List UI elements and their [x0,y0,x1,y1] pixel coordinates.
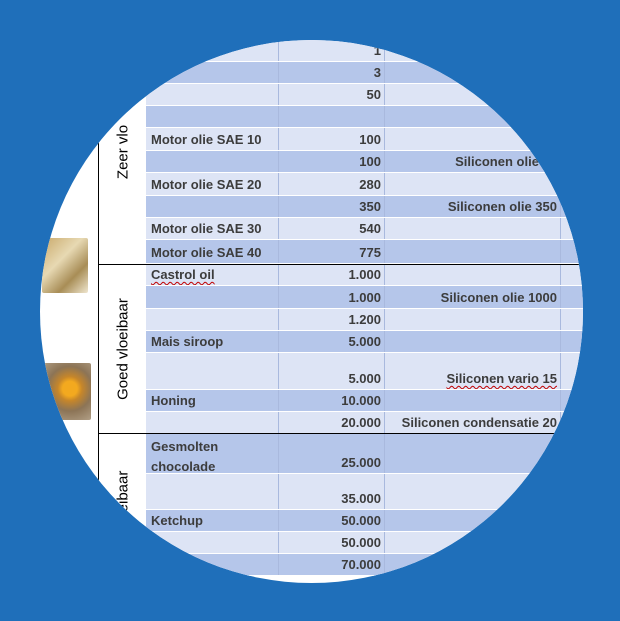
cell-material: Silicon [385,474,561,509]
group-separator [98,264,583,265]
cell-value: 3 [279,62,385,83]
cell-material: Siliconen olie 10 [385,151,561,172]
cell-extra [561,309,583,330]
group-separator [98,433,583,434]
cell-name [146,532,279,553]
cell-extra [561,286,583,308]
table-row [146,510,583,532]
cell-extra [561,412,583,433]
cell-extra [561,510,583,531]
cell-material [385,240,561,263]
cell-name [146,196,279,217]
cell-name: Motor olie SAE 40 [146,240,279,263]
table-row [146,240,583,264]
cell-material [385,40,561,61]
table-row [146,62,583,84]
cell-value: 1 [279,40,385,61]
table-row [146,40,583,62]
cell-extra [561,474,583,509]
cell-extra [561,84,583,105]
cell-extra [561,554,583,575]
cell-value: 280 [279,173,385,195]
spellcheck-material: Siliconen vario 15 [446,371,557,386]
table-row [146,532,583,554]
table-row [146,309,583,331]
cell-material [385,106,561,127]
cell-value: 100 [279,151,385,172]
cell-value: 1.000 [279,264,385,285]
oil-bottle-image [42,238,88,293]
cell-material [385,264,561,285]
cell-value: 35.000 [279,474,385,509]
cell-name [146,554,279,575]
cell-extra [561,106,583,127]
table-row [146,286,583,309]
cell-name: Gesmolten chocolade [146,434,279,473]
cell-extra [561,196,583,217]
cell-name [146,84,279,105]
cell-extra [561,264,583,285]
cell-value: 1.200 [279,309,385,330]
cell-extra [561,353,583,389]
cell-extra [561,434,583,473]
cell-value: 5.000 [279,331,385,352]
table-row [146,218,583,240]
table-row [146,474,583,510]
cell-name [146,353,279,389]
cell-value: 10.000 [279,390,385,411]
cell-name: ...k [146,62,279,83]
cell-name [146,40,279,61]
table-row [146,196,583,218]
cell-name: Motor olie SAE 10 [146,128,279,150]
group-label-very-fluid [98,40,146,264]
cell-value [279,106,385,127]
cell-value: 1.000 [279,286,385,308]
cell-extra [561,390,583,411]
cell-name: Ketchup [146,510,279,531]
table-row [146,412,583,434]
spellcheck-name: Castrol oil [151,267,215,282]
cell-extra [561,218,583,239]
group-label-text: Zeer vlo [114,124,131,180]
cell-material [385,62,561,83]
cell-name [146,151,279,172]
cell-material [385,554,561,575]
cell-value: 350 [279,196,385,217]
group-label-text: Goed vloeibaar [114,298,131,400]
cell-name [146,106,279,127]
cell-value: 70.000 [279,554,385,575]
table-row [146,84,583,106]
cell-name [146,474,279,509]
cell-value: 50 [279,84,385,105]
cell-material [385,331,561,352]
cell-name [146,412,279,433]
cell-extra [561,62,583,83]
cell-material [385,173,561,195]
cell-material: Siliconen olie 1000 [385,286,561,308]
cell-value: 540 [279,218,385,239]
cell-value: 775 [279,240,385,263]
cell-material: Silico [385,84,561,105]
table-row [146,264,583,286]
cell-name [146,286,279,308]
cell-material [385,353,561,389]
table-row [146,128,583,151]
cell-material [385,128,561,150]
cell-material [385,309,561,330]
cell-extra [561,240,583,263]
cell-value: 100 [279,128,385,150]
cell-name [146,309,279,330]
cell-extra [561,173,583,195]
cell-value: 50.000 [279,510,385,531]
cell-extra [561,151,583,172]
cell-material: Siliconen olie 350 [385,196,561,217]
table-canvas [40,40,583,583]
table-row [146,106,583,128]
cell-material [385,532,561,553]
group-label-text: Dik vloeibaar [114,470,131,558]
table-row [146,434,583,474]
cell-extra [561,128,583,150]
cell-name: Mais siroop [146,331,279,352]
group-label-fluid [98,264,146,434]
table-row [146,353,583,390]
cell-name: Motor olie SAE 20 [146,173,279,195]
cell-name [146,264,279,285]
cell-value: 20.000 [279,412,385,433]
circular-crop [40,40,583,583]
cell-extra [561,40,583,61]
cell-material [385,218,561,239]
cell-name: Motor olie SAE 30 [146,218,279,239]
cell-material: Siliconen condensatie 20 [385,412,561,433]
viscosity-table [146,40,583,576]
table-row [146,331,583,353]
cell-value: 50.000 [279,532,385,553]
table-row [146,554,583,576]
group-label-thick [98,434,146,583]
cell-material [385,434,561,473]
honey-image [44,363,91,420]
cell-extra [561,532,583,553]
table-row [146,390,583,412]
table-row [146,173,583,196]
table-row [146,151,583,173]
cell-value: 5.000 [279,353,385,389]
cell-value: 25.000 [279,434,385,473]
cell-extra [561,331,583,352]
cell-name: Honing [146,390,279,411]
cell-material [385,390,561,411]
cell-material [385,510,561,531]
